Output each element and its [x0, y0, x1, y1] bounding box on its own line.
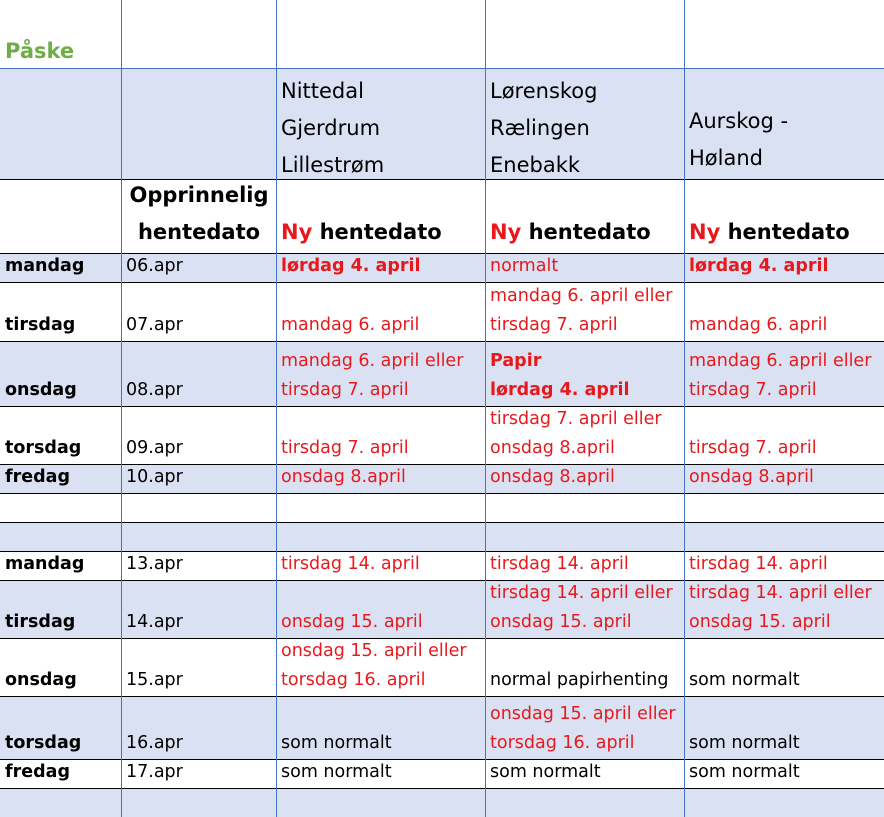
new-date-cell[interactable] — [685, 639, 884, 696]
region-name: Gjerdrum — [281, 116, 381, 140]
new-date-header[interactable] — [685, 180, 884, 253]
new-date-cell[interactable] — [685, 283, 884, 341]
original-date-cell[interactable]: 07.apr — [126, 315, 183, 335]
weekday-cell[interactable]: torsdag — [5, 733, 82, 753]
weekday-cell[interactable] — [1, 523, 121, 551]
original-date-cell[interactable]: 16.apr — [126, 733, 183, 753]
new-date-cell[interactable] — [685, 523, 884, 551]
empty-cell[interactable] — [122, 69, 276, 179]
new-date-cell[interactable] — [685, 789, 884, 817]
pickup-date-line: som normalt — [689, 762, 800, 782]
pickup-date-line: tirsdag 14. april — [490, 554, 629, 574]
original-date-cell[interactable]: 06.apr — [126, 256, 183, 276]
new-date-cell[interactable] — [685, 552, 884, 580]
weekday-cell[interactable]: onsdag — [5, 670, 77, 690]
original-date-cell[interactable]: 13.apr — [126, 554, 183, 574]
new-date-cell[interactable] — [486, 697, 684, 759]
new-suffix: hentedato — [720, 220, 850, 244]
weekday-cell[interactable]: onsdag — [5, 380, 77, 400]
new-date-cell[interactable] — [486, 523, 684, 551]
region-name: Rælingen — [490, 116, 590, 140]
pickup-date-line: torsdag 16. april — [490, 733, 635, 753]
original-date-header[interactable] — [122, 180, 276, 253]
original-date-label: hentedato — [137, 220, 261, 244]
original-date-label: Opprinnelig — [129, 183, 269, 207]
new-date-cell[interactable] — [277, 523, 485, 551]
pickup-date-line: onsdag 8.april — [490, 438, 615, 458]
pickup-date-line: som normalt — [281, 733, 392, 753]
pickup-date-line: normalt — [490, 256, 559, 276]
new-date-label — [490, 214, 684, 251]
region-name: Enebakk — [490, 153, 581, 177]
pickup-date-line: tirsdag 14. april eller — [689, 583, 872, 603]
pickup-date-line: tirsdag 7. april — [281, 380, 409, 400]
original-date-cell[interactable] — [122, 523, 276, 551]
new-date-cell[interactable] — [277, 639, 485, 696]
pickup-date-line: onsdag 15. april eller — [490, 704, 676, 724]
empty-cell[interactable] — [277, 1, 485, 68]
pickup-date-line: onsdag 15. april — [281, 612, 423, 632]
pickup-date-line: onsdag 15. april — [689, 612, 831, 632]
empty-cell[interactable] — [122, 1, 276, 68]
new-date-cell[interactable] — [277, 697, 485, 759]
new-date-cell[interactable] — [685, 407, 884, 464]
new-date-cell[interactable] — [486, 552, 684, 580]
pickup-date-line: onsdag 15. april eller — [281, 641, 467, 661]
original-date-cell[interactable] — [122, 494, 276, 522]
new-date-label — [689, 214, 884, 251]
new-date-cell[interactable] — [685, 254, 884, 282]
new-date-cell[interactable] — [486, 407, 684, 464]
pickup-date-line: tirsdag 7. april — [689, 438, 817, 458]
new-suffix: hentedato — [312, 220, 442, 244]
new-prefix: Ny — [490, 220, 522, 244]
new-date-cell[interactable] — [277, 552, 485, 580]
empty-cell[interactable] — [1, 69, 121, 179]
pickup-date-line: mandag 6. april — [689, 315, 828, 335]
pickup-date-line: mandag 6. april eller — [490, 286, 673, 306]
region-name: Lillestrøm — [281, 153, 385, 177]
pickup-date-line: tirsdag 14. april — [689, 554, 828, 574]
pickup-date-line: tirsdag 14. april eller — [490, 583, 673, 603]
new-date-cell[interactable] — [486, 342, 684, 406]
new-date-cell[interactable] — [277, 494, 485, 522]
new-date-header[interactable] — [486, 180, 684, 253]
new-prefix: Ny — [689, 220, 721, 244]
pickup-date-line: normal papirhenting — [490, 670, 669, 690]
empty-cell[interactable] — [486, 1, 684, 68]
region-name: Aurskog - — [689, 109, 789, 133]
pickup-date-line: tirsdag 7. april eller — [490, 409, 662, 429]
pickup-date-line: Papir — [490, 351, 542, 371]
new-date-cell[interactable] — [685, 494, 884, 522]
region-name: Høland — [689, 146, 763, 170]
pickup-date-line: som normalt — [689, 733, 800, 753]
region-name: Nittedal — [281, 79, 364, 103]
new-date-cell[interactable] — [277, 254, 485, 282]
original-date-cell[interactable] — [122, 789, 276, 817]
new-date-cell[interactable] — [486, 283, 684, 341]
new-date-cell[interactable] — [685, 342, 884, 406]
region-name: Lørenskog — [490, 79, 598, 103]
pickup-date-line: lørdag 4. april — [281, 256, 421, 276]
pickup-date-line: som normalt — [490, 762, 601, 782]
region-header[interactable] — [277, 69, 485, 179]
new-date-header[interactable] — [277, 180, 485, 253]
pickup-date-line: tirsdag 14. april — [281, 554, 420, 574]
pickup-date-line: lørdag 4. april — [689, 256, 829, 276]
new-date-cell[interactable] — [277, 342, 485, 406]
pickup-date-line: mandag 6. april eller — [281, 351, 464, 371]
new-date-cell[interactable] — [486, 581, 684, 638]
new-date-cell[interactable] — [277, 407, 485, 464]
original-date-cell[interactable]: 17.apr — [126, 762, 183, 782]
pickup-date-line: mandag 6. april eller — [689, 351, 872, 371]
weekday-cell[interactable]: tirsdag — [5, 612, 76, 632]
pickup-date-line: onsdag 8.april — [689, 467, 814, 487]
pickup-date-line: onsdag 8.april — [281, 467, 406, 487]
new-date-cell[interactable] — [486, 494, 684, 522]
region-header[interactable] — [685, 69, 884, 179]
weekday-cell[interactable]: tirsdag — [5, 315, 76, 335]
new-date-cell[interactable] — [486, 760, 684, 788]
new-prefix: Ny — [281, 220, 313, 244]
original-date-cell[interactable]: 09.apr — [126, 438, 183, 458]
new-date-cell[interactable] — [277, 581, 485, 638]
empty-cell[interactable] — [1, 180, 121, 253]
new-date-cell[interactable] — [486, 639, 684, 696]
original-date-cell[interactable]: 15.apr — [126, 670, 183, 690]
weekday-cell[interactable]: fredag — [5, 467, 70, 487]
new-date-cell[interactable] — [685, 760, 884, 788]
pickup-date-line: onsdag 15. april — [490, 612, 632, 632]
new-date-cell[interactable] — [685, 465, 884, 493]
pickup-date-line: tirsdag 7. april — [281, 438, 409, 458]
pickup-date-line: som normalt — [689, 670, 800, 690]
pickup-date-line: tirsdag 7. april — [689, 380, 817, 400]
region-header[interactable] — [486, 69, 684, 179]
weekday-cell[interactable]: torsdag — [5, 438, 82, 458]
new-date-cell[interactable] — [277, 760, 485, 788]
new-date-cell[interactable] — [685, 581, 884, 638]
pickup-date-line: tirsdag 7. april — [490, 315, 618, 335]
new-date-cell[interactable] — [486, 254, 684, 282]
sheet-title[interactable]: Påske — [5, 39, 75, 63]
empty-cell[interactable] — [685, 1, 884, 68]
pickup-date-line: lørdag 4. april — [490, 380, 630, 400]
weekday-cell[interactable] — [1, 789, 121, 817]
weekday-cell[interactable]: mandag — [5, 256, 85, 276]
new-date-cell[interactable] — [277, 465, 485, 493]
new-date-cell[interactable] — [486, 789, 684, 817]
weekday-cell[interactable] — [1, 494, 121, 522]
new-date-cell[interactable] — [685, 697, 884, 759]
new-date-cell[interactable] — [486, 465, 684, 493]
original-date-cell[interactable]: 08.apr — [126, 380, 183, 400]
new-date-cell[interactable] — [277, 789, 485, 817]
original-date-cell[interactable]: 10.apr — [126, 467, 183, 487]
new-suffix: hentedato — [521, 220, 651, 244]
weekday-cell[interactable]: mandag — [5, 554, 85, 574]
weekday-cell[interactable]: fredag — [5, 762, 70, 782]
new-date-cell[interactable] — [277, 283, 485, 341]
pickup-date-line: mandag 6. april — [281, 315, 420, 335]
pickup-date-line: onsdag 8.april — [490, 467, 615, 487]
original-date-cell[interactable]: 14.apr — [126, 612, 183, 632]
pickup-date-line: torsdag 16. april — [281, 670, 426, 690]
new-date-label — [281, 214, 485, 251]
pickup-date-line: som normalt — [281, 762, 392, 782]
